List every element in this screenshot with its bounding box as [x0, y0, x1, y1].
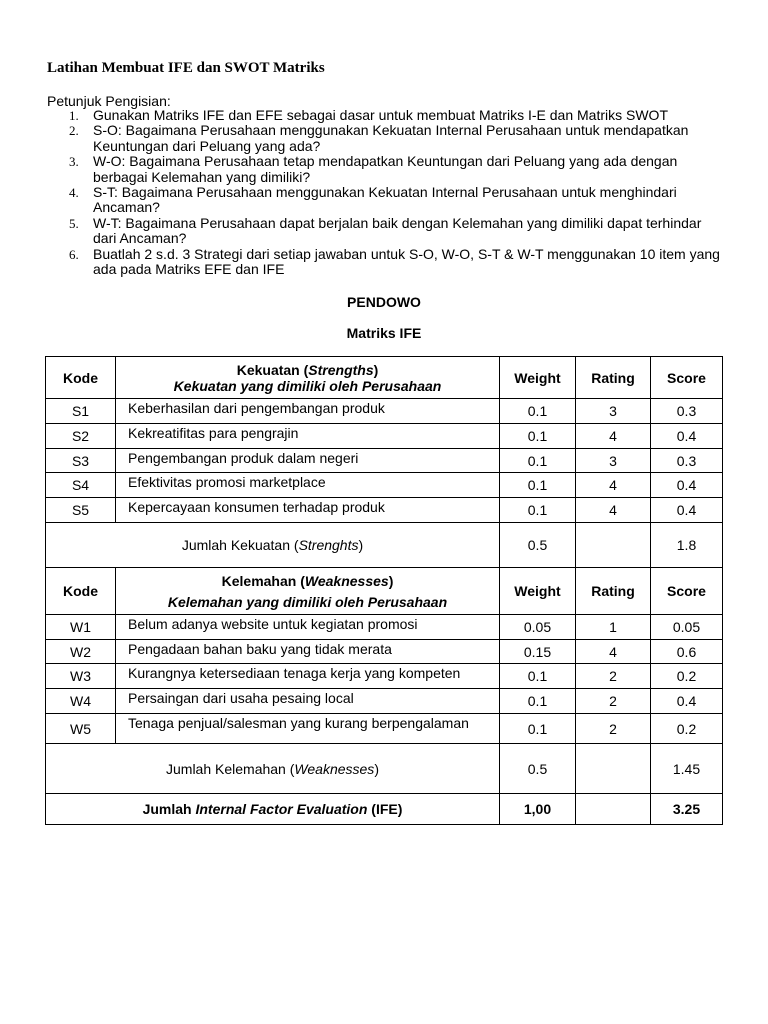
table-row — [46, 664, 723, 689]
cell-rating: 2 — [576, 714, 651, 744]
ife-total-row — [46, 794, 723, 825]
grand-total-suffix: (IFE) — [367, 801, 403, 817]
header-kode: Kode — [46, 568, 116, 615]
cell-factor: Belum adanya website untuk kegiatan promosi — [116, 615, 500, 640]
header-score: Score — [651, 568, 723, 615]
cell-rating: 3 — [576, 449, 651, 473]
cell-score: 0.05 — [651, 615, 723, 640]
header-weight: Weight — [500, 568, 576, 615]
table-row — [46, 399, 723, 424]
header-weaknesses — [116, 568, 500, 615]
instruction-number: 1. — [69, 108, 79, 123]
cell-weight: 0.1 — [500, 473, 576, 498]
header-score: Score — [651, 357, 723, 399]
weaknesses-total-score: 1.45 — [651, 744, 723, 794]
cell-weight: 0.1 — [500, 449, 576, 473]
cell-score: 0.6 — [651, 640, 723, 664]
cell-factor: Tenaga penjual/salesman yang kurang berpengalaman — [116, 714, 500, 744]
cell-weight: 0.1 — [500, 399, 576, 424]
total-en: Weaknesses — [294, 760, 375, 777]
table-row — [46, 449, 723, 473]
ife-total-weight: 1,00 — [500, 794, 576, 825]
instruction-item — [47, 123, 727, 154]
cell-factor: Kurangnya ketersediaan tenaga kerja yang kompeten — [116, 664, 500, 689]
table-row — [46, 473, 723, 498]
grand-total-prefix: Jumlah — [142, 801, 196, 817]
cell-weight: 0.15 — [500, 640, 576, 664]
cell-weight: 0.1 — [500, 714, 576, 744]
weaknesses-total-rating — [576, 744, 651, 794]
cell-factor: Kekreatifitas para pengrajin — [116, 424, 500, 449]
total-prefix: Jumlah Kelemahan ( — [166, 760, 295, 777]
cell-rating: 4 — [576, 640, 651, 664]
instruction-number: 6. — [69, 246, 79, 262]
instruction-item — [47, 216, 727, 247]
grand-total-en: Internal Factor Evaluation — [195, 801, 368, 817]
cell-kode: S3 — [46, 449, 116, 473]
cell-rating: 4 — [576, 424, 651, 449]
company-name: PENDOWO — [347, 294, 421, 310]
cell-kode: S1 — [46, 399, 116, 424]
strengths-total-score: 1.8 — [651, 523, 723, 568]
cell-weight: 0.1 — [500, 664, 576, 689]
cell-kode: W5 — [46, 714, 116, 744]
instruction-text: S-O: Bagaimana Perusahaan menggunakan Kekuatan Internal Perusahaan untuk mendapatkan Keuntungan dari Peluang yang ada? — [93, 122, 689, 154]
instruction-item — [47, 247, 727, 278]
ife-total-rating — [576, 794, 651, 825]
weaknesses-header-row — [46, 568, 723, 615]
cell-rating: 3 — [576, 399, 651, 424]
cell-weight: 0.1 — [500, 424, 576, 449]
header-rating: Rating — [576, 568, 651, 615]
header-strengths — [116, 357, 500, 399]
cell-kode: S2 — [46, 424, 116, 449]
cell-score: 0.4 — [651, 424, 723, 449]
table-row — [46, 424, 723, 449]
instruction-number: 5. — [69, 215, 79, 231]
cell-factor: Keberhasilan dari pengembangan produk — [116, 399, 500, 424]
header-factor-sub: Kekuatan yang dimiliki oleh Perusahaan — [173, 377, 442, 394]
header-factor-prefix: Kekuatan ( — [236, 361, 309, 378]
header-factor-suffix: ) — [388, 572, 394, 589]
cell-rating: 2 — [576, 664, 651, 689]
cell-kode: W4 — [46, 689, 116, 714]
cell-weight: 0.1 — [500, 498, 576, 523]
cell-weight: 0.1 — [500, 689, 576, 714]
header-weight: Weight — [500, 357, 576, 399]
strengths-total-label — [46, 523, 500, 568]
total-en: Strenghts — [298, 537, 359, 553]
weaknesses-total-weight: 0.5 — [500, 744, 576, 794]
instruction-text: Gunakan Matriks IFE dan EFE sebagai dasar untuk membuat Matriks I-E dan Matriks SWOT — [93, 107, 668, 123]
strengths-total-weight: 0.5 — [500, 523, 576, 568]
strengths-total-row — [46, 523, 723, 568]
strengths-header-row — [46, 357, 723, 399]
instruction-text: Buatlah 2 s.d. 3 Strategi dari setiap jawaban untuk S-O, W-O, S-T & W-T menggunakan 10 item yang ada pada Matriks EFE dan IFE — [93, 245, 720, 278]
weaknesses-total-row — [46, 744, 723, 794]
cell-score: 0.4 — [651, 689, 723, 714]
instruction-number: 2. — [69, 123, 79, 139]
header-kode: Kode — [46, 357, 116, 399]
table-row — [46, 498, 723, 523]
instruction-number: 3. — [69, 154, 79, 170]
cell-kode: S5 — [46, 498, 116, 523]
header-rating: Rating — [576, 357, 651, 399]
cell-score: 0.3 — [651, 399, 723, 424]
cell-score: 0.4 — [651, 498, 723, 523]
instructions-list — [47, 108, 727, 277]
cell-factor: Persaingan dari usaha pesaing local — [116, 689, 500, 714]
cell-kode: S4 — [46, 473, 116, 498]
cell-factor: Kepercayaan konsumen terhadap produk — [116, 498, 500, 523]
cell-factor: Pengadaan bahan baku yang tidak merata — [116, 640, 500, 664]
cell-factor: Efektivitas promosi marketplace — [116, 473, 500, 498]
cell-rating: 4 — [576, 473, 651, 498]
header-factor-prefix: Kelemahan ( — [221, 572, 305, 589]
instruction-item — [47, 154, 727, 185]
cell-score: 0.4 — [651, 473, 723, 498]
matrix-title: Matriks IFE — [346, 325, 422, 341]
instruction-text: W-T: Bagaimana Perusahaan dapat berjalan baik dengan Kelemahan yang dimiliki dapat terhindar dari Ancaman? — [93, 214, 702, 247]
document-title: Latihan Membuat IFE dan SWOT Matriks — [47, 60, 325, 76]
cell-kode: W1 — [46, 615, 116, 640]
instruction-item — [47, 108, 727, 123]
table-row — [46, 689, 723, 714]
header-factor-suffix: ) — [373, 361, 379, 378]
table-row — [46, 714, 723, 744]
ife-total-score: 3.25 — [651, 794, 723, 825]
table-row — [46, 640, 723, 664]
ife-total-label — [46, 794, 500, 825]
cell-score: 0.3 — [651, 449, 723, 473]
total-prefix: Jumlah Kekuatan ( — [181, 537, 299, 553]
instructions-label: Petunjuk Pengisian: — [47, 93, 171, 109]
header-factor-sub: Kelemahan yang dimiliki oleh Perusahaan — [167, 593, 448, 610]
instruction-text: W-O: Bagaimana Perusahaan tetap mendapatkan Keuntungan dari Peluang yang ada dengan berbagai Kelemahan yang dimiliki? — [93, 153, 678, 185]
instruction-text: S-T: Bagaimana Perusahaan menggunakan Kekuatan Internal Perusahaan untuk menghindari Ancaman? — [93, 184, 677, 216]
instruction-item — [47, 185, 727, 216]
weaknesses-total-label — [46, 744, 500, 794]
strengths-total-rating — [576, 523, 651, 568]
cell-rating: 1 — [576, 615, 651, 640]
cell-score: 0.2 — [651, 714, 723, 744]
total-suffix: ) — [374, 760, 379, 777]
header-factor-en: Weaknesses — [304, 572, 389, 589]
cell-rating: 4 — [576, 498, 651, 523]
cell-factor: Pengembangan produk dalam negeri — [116, 449, 500, 473]
total-suffix: ) — [358, 537, 364, 553]
ife-matrix-table — [45, 356, 723, 825]
instruction-number: 4. — [69, 185, 79, 201]
table-row — [46, 615, 723, 640]
cell-score: 0.2 — [651, 664, 723, 689]
header-factor-en: Strengths — [308, 361, 374, 378]
cell-kode: W2 — [46, 640, 116, 664]
cell-kode: W3 — [46, 664, 116, 689]
cell-weight: 0.05 — [500, 615, 576, 640]
cell-rating: 2 — [576, 689, 651, 714]
